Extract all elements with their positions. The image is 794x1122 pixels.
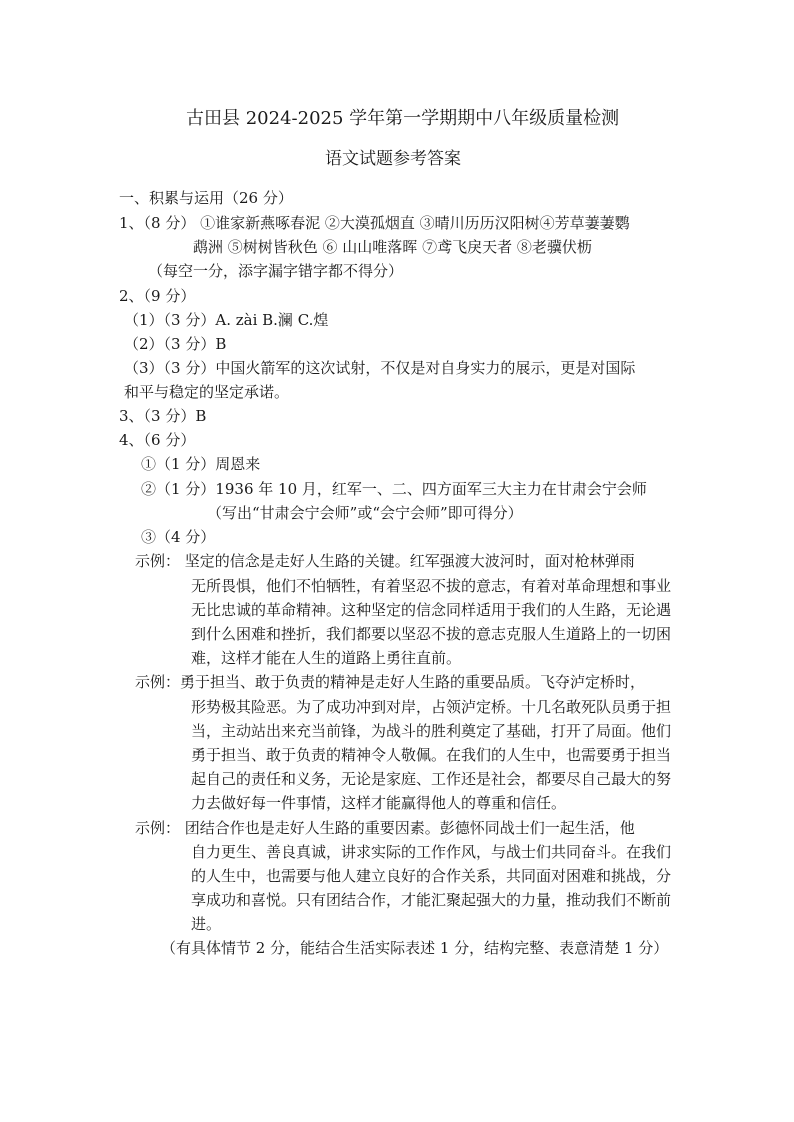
q1-line1: 1、（8 分） ①谁家新燕啄春泥 ②大漠孤烟直 ③晴川历历汉阳树④芳草萋萋鹦 [119,214,630,232]
q1-note: （每空一分，添字漏字错字都不得分） [148,262,404,280]
q3-answer: 3、（3 分）B [119,407,207,425]
example3-line: 进。 [191,915,222,933]
example3-line: 示例： 团结合作也是走好人生路的重要因素。彭德怀同战士们一起生活，他 [135,819,635,837]
q2-part2: （2）（3 分）B [124,335,227,353]
example3-line: 的人生中，也需要与他人建立良好的合作关系，共同面对困难和挑战，分 [191,867,672,885]
scoring-note: （有具体情节 2 分，能结合生活实际表述 1 分，结构完整、表意清楚 1 分） [161,939,669,957]
example1-line: 示例： 坚定的信念是走好人生路的关键。红军强渡大波河时，面对枪林弹雨 [135,552,635,570]
example2-line: 示例：勇于担当、敢于负责的精神是走好人生路的重要品质。飞夺泸定桥时， [135,673,646,691]
example1-line: 难，这样才能在人生的道路上勇往直前。 [191,649,462,667]
q4-answer2: ②（1 分）1936 年 10 月，红军一、二、四方面军三大主力在甘肃会宁会师 [141,480,647,498]
q1-line2: 鹉洲 ⑤树树皆秋色 ⑥ 山山唯落晖 ⑦鸢飞戾天者 ⑧老骥伏枥 [193,238,592,256]
q2-part3-line1: （3）（3 分）中国火箭军的这次试射，不仅是对自身实力的展示，更是对国际 [124,359,636,377]
q4-answer2-note: （写出“甘肃会宁会师”或“会宁会师”即可得分） [207,504,523,522]
example2-line: 力去做好每一件事情，这样才能赢得他人的尊重和信任。 [191,794,567,812]
example1-line: 到什么困难和挫折，我们都要以坚忍不拔的意志克服人生道路上的一切困 [191,625,672,643]
example3-line: 自力更生、善良真诚，讲求实际的工作作风，与战士们共同奋斗。在我们 [191,843,672,861]
example2-line: 当，主动站出来充当前锋，为战斗的胜利奠定了基础，打开了局面。他们 [191,722,672,740]
q4-heading: 4、（6 分） [119,431,196,449]
q4-answer3: ③（4 分） [141,528,216,546]
document-subtitle: 语文试题参考答案 [325,149,461,169]
q2-part1: （1）（3 分）A. zài B.澜 C.煌 [124,311,329,329]
example2-line: 勇于担当、敢于负责的精神令人敬佩。在我们的人生中，也需要勇于担当 [191,746,672,764]
q2-heading: 2、（9 分） [119,287,196,305]
example2-line: 形势极其险恶。为了成功冲到对岸，占领泸定桥。十几名敢死队员勇于担 [191,698,672,716]
section-heading: 一、积累与运用（26 分） [119,189,293,207]
q2-part3-line2: 和平与稳定的坚定承诺。 [124,383,290,401]
example1-line: 无所畏惧，他们不怕牺牲，有着坚忍不拔的意志，有着对革命理想和事业 [191,577,672,595]
document-title: 古田县 2024-2025 学年第一学期期中八年级质量检测 [186,108,620,129]
example1-line: 无比忠诚的革命精神。这种坚定的信念同样适用于我们的人生路，无论遇 [191,601,672,619]
example2-line: 起自己的责任和义务，无论是家庭、工作还是社会，都要尽自己最大的努 [191,770,672,788]
example3-line: 享成功和喜悦。只有团结合作，才能汇聚起强大的力量，推动我们不断前 [191,891,672,909]
q4-answer1: ①（1 分）周恩来 [141,455,261,473]
